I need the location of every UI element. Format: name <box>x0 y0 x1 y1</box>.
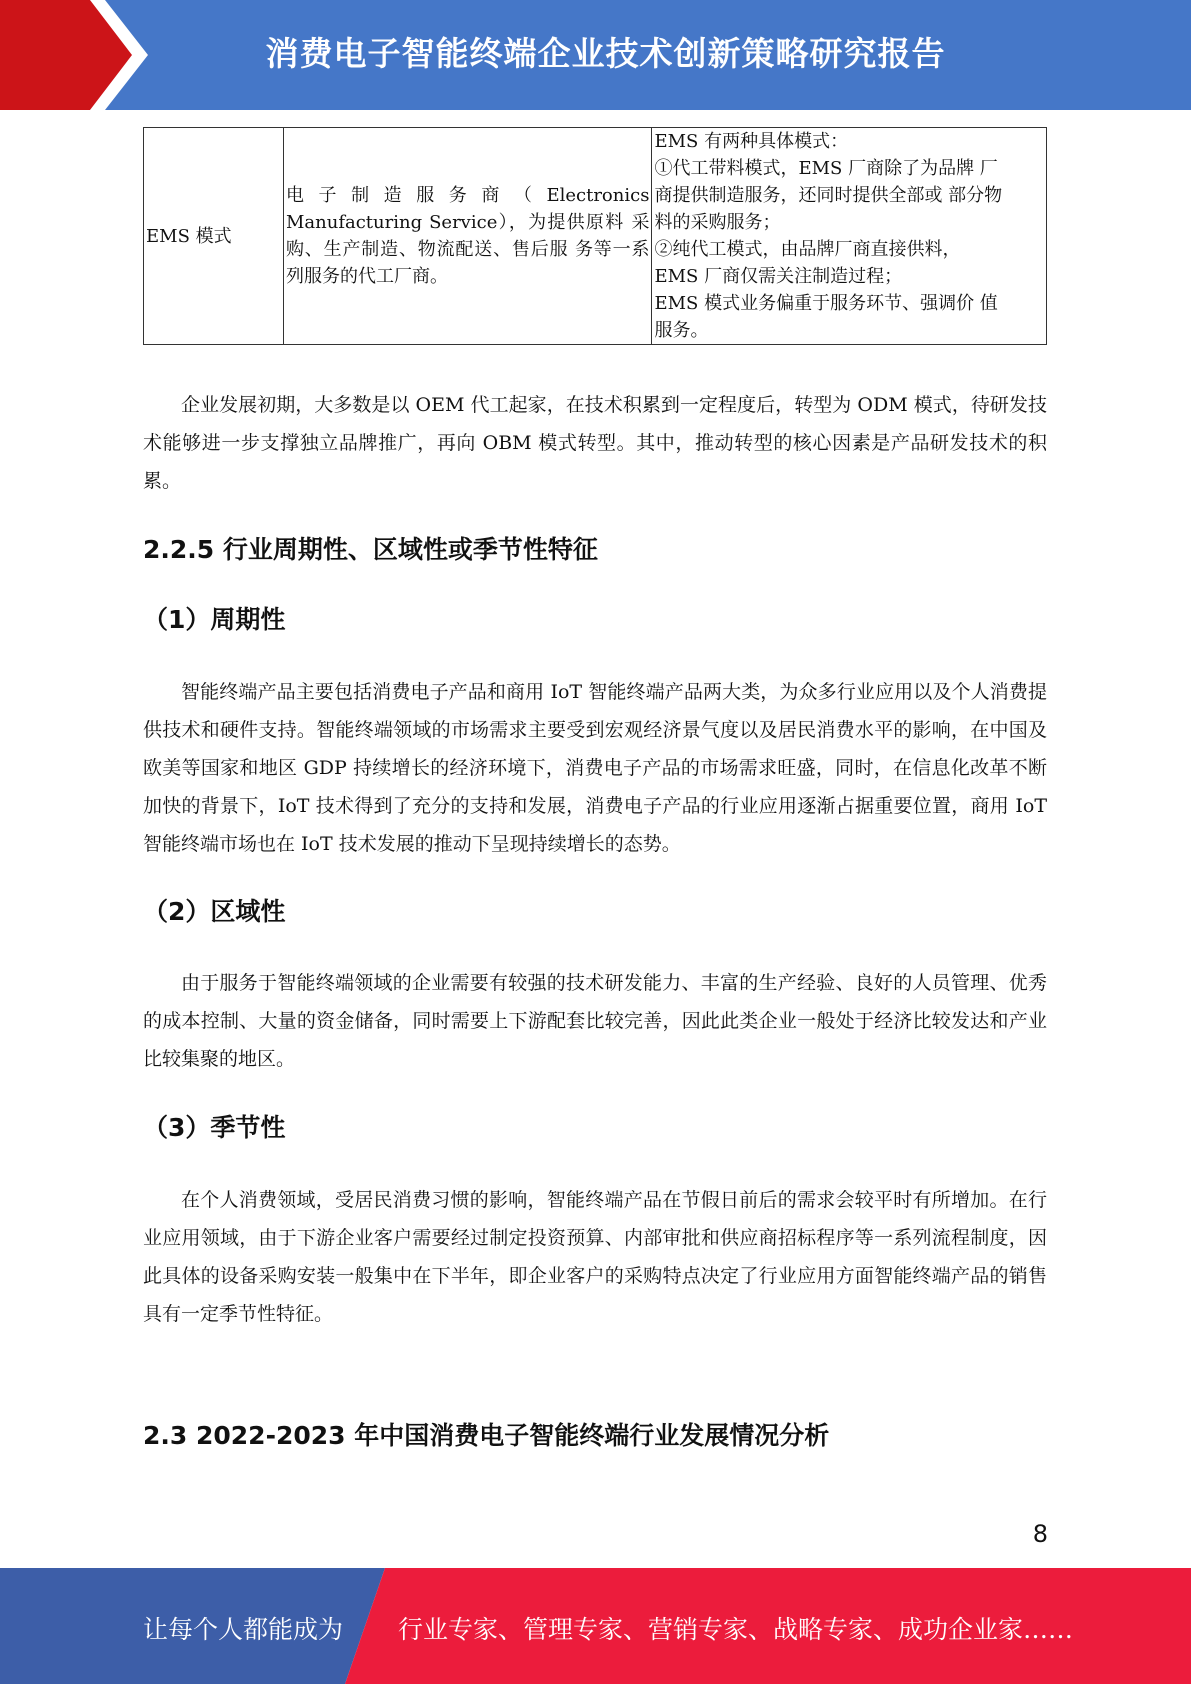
page-number: 8 <box>1032 1520 1048 1548</box>
subheading-cyclical: （1）周期性 <box>143 605 286 634</box>
seasonal-paragraph: 在个人消费领域，受居民消费习惯的影响，智能终端产品在节假日前后的需求会较平时有所增加。在行业应用领域，由于下游企业客户需要经过制定投资预算、内部审批和供应商招标程序等一系列流程制度，因此具体的设备采购安装一般集中在下半年，即企业客户的采购特点决定了行业应用方面智能终端产品的销售具有一定季节性特征。 <box>143 1189 1047 1325</box>
subheading-regional: （2）区域性 <box>143 897 286 926</box>
subheading-seasonal: （3）季节性 <box>143 1113 286 1142</box>
notes-line: 料的采购服务； <box>654 212 781 233</box>
notes-line: EMS 模式业务偏重于服务环节、强调价 值 <box>654 293 998 314</box>
notes-line: 商提供制造服务，还同时提供全部或 部分物 <box>654 185 1003 206</box>
notes-line: 服务。 <box>654 320 709 341</box>
report-title: 消费电子智能终端企业技术创新策略研究报告 <box>265 34 946 73</box>
mode-table <box>143 127 1047 345</box>
notes-line: EMS 有两种具体模式： <box>654 131 849 152</box>
notes-line: ②纯代工模式，由品牌厂商直接供料， <box>654 239 961 260</box>
mode-notes-cell <box>652 128 1047 345</box>
notes-line: ①代工带料模式，EMS 厂商除了为品牌 厂 <box>654 158 998 179</box>
notes-line: EMS 厂商仅需关注制造过程； <box>654 266 903 287</box>
section-heading-2-3: 2.3 2022-2023 年中国消费电子智能终端行业发展情况分析 <box>143 1421 830 1450</box>
mode-label-cell: EMS 模式 <box>144 128 284 345</box>
cyclical-paragraph: 智能终端产品主要包括消费电子产品和商用 IoT 智能终端产品两大类，为众多行业应用以及个人消费提供技术和硬件支持。智能终端领域的市场需求主要受到宏观经济景气度以及居民消费水平的影响，在中国及欧美等国家和地区 GDP 持续增长的经济环境下，消费电子产品的市场需求旺盛，同时，在信息化改革不断加快的背景下，IoT 技术得到了充分的支持和发展，消费电子产品的行业应用逐渐占据重要位置，商用 IoT 智能终端市场也在 IoT 技术发展的推动下呈现持续增长的态势。 <box>143 681 1047 855</box>
mode-definition-cell: 电子制造服务商（Electronics Manufacturing Service），为提供原料 采购、生产制造、物流配送、售后服 务等一系列服务的代工厂商。 <box>283 128 651 345</box>
table-row <box>144 128 1047 345</box>
regional-paragraph: 由于服务于智能终端领域的企业需要有较强的技术研发能力、丰富的生产经验、良好的人员管理、优秀的成本控制、大量的资金储备，同时需要上下游配套比较完善，因此此类企业一般处于经济比较发达和产业比较集聚的地区。 <box>143 972 1047 1070</box>
page-header <box>0 0 1191 110</box>
footer-slogan-right: 行业专家、管理专家、营销专家、战略专家、成功企业家…… <box>398 1615 1074 1644</box>
intro-paragraph: 企业发展初期，大多数是以 OEM 代工起家，在技术积累到一定程度后，转型为 ODM 模式，待研发技术能够进一步支撑独立品牌推广，再向 OBM 模式转型。其中，推动转型的核心因素是产品研发技术的积累。 <box>143 394 1047 492</box>
section-heading-2-2-5: 2.2.5 行业周期性、区域性或季节性特征 <box>143 535 598 564</box>
page-footer <box>0 1568 1191 1684</box>
footer-slogan-left: 让每个人都能成为 <box>143 1615 344 1644</box>
